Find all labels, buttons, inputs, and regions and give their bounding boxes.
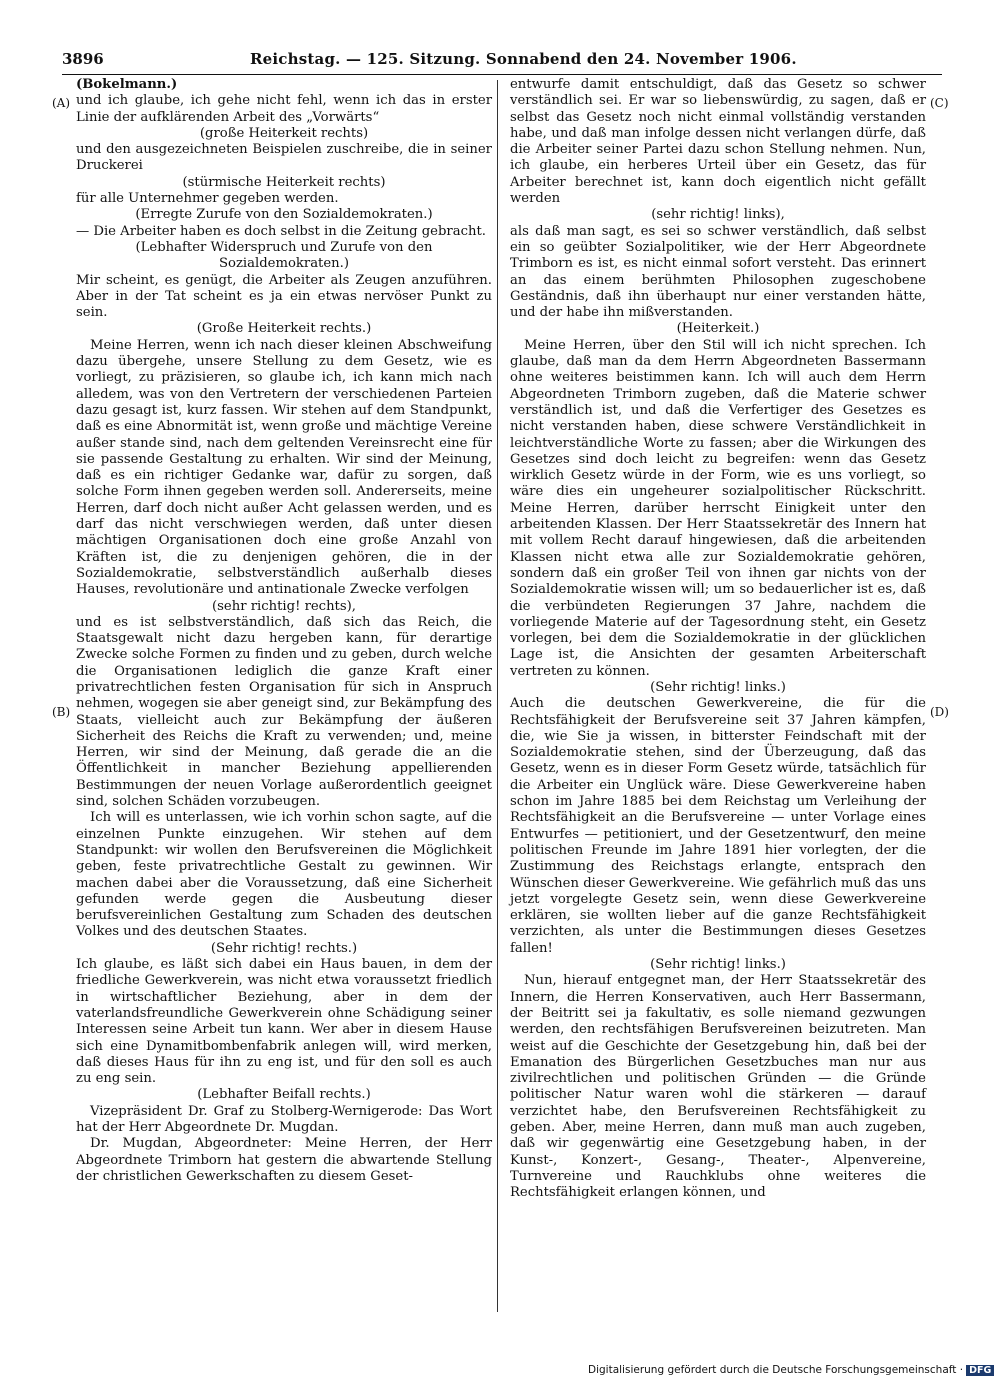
speaker-name: (Bokelmann.) <box>76 77 178 92</box>
interjection: (Lebhafter Widerspruch und Zurufe von den Sozialdemokraten.) <box>135 239 433 272</box>
interjection: (Sehr richtig! links.) <box>650 957 786 973</box>
paragraph: Dr. Mugdan, Abgeordneter: Meine Herren, der Herr Abgeordnete Trimborn hat gestern die abwartende Stellung der christlichen Gewerkschaften zu diesem Geset- <box>76 1136 492 1184</box>
paragraph: und den ausgezeichneten Beispielen zuschreibe, die in seiner Druckerei <box>76 142 492 174</box>
paragraph: Ich glaube, es läßt sich dabei ein Haus bauen, in dem der friedliche Gewerkverein, was nicht etwa voraussetzt friedlich in wirtschaftlicher Beziehung, aber in dem der vaterlandsfreundliche Gewerkverein ohne Schädigung seiner Interessen seine Arbeit tun kann. Wer aber in diesem Hause sich eine Dynamitbombenfabrik anlegen will, wird merken, daß dieses Haus für ihn zu eng ist, und für den soll es auch zu eng sein. <box>76 957 492 1087</box>
dfg-logo: DFG <box>966 1365 994 1376</box>
interjection: (Heiterkeit.) <box>676 321 760 337</box>
paragraph: Mir scheint, es genügt, die Arbeiter als Zeugen anzuführen. Aber in der Tat scheint es ja ein etwas nervöser Punkt zu sein. <box>76 272 492 321</box>
interjection: (sehr richtig! rechts), <box>212 598 356 614</box>
paragraph: — Die Arbeiter haben es doch selbst in die Zeitung gebracht. <box>76 223 486 239</box>
paragraph: entwurfe damit entschuldigt, daß das Gesetz so schwer verständlich sei. Er war so liebenswürdig, zu sagen, daß er selbst das Gesetz noch nicht einmal vollständig verstanden habe, und daß man infolge dessen nicht verlangen dürfe, daß die Arbeiter seiner Partei dazu schon Stellung nehmen. Nun, ich glaube, ein herberes Urteil über ein Gesetz, das für Arbeiter berechnet ist, kann doch eigentlich nicht gefällt werden <box>510 77 926 207</box>
margin-marker-c: (C) <box>930 96 949 110</box>
interjection: (Sehr richtig! rechts.) <box>210 940 358 956</box>
paragraph: Meine Herren, wenn ich nach dieser kleinen Abschweifung dazu übergehe, unsere Stellung zu dem Gesetz, wie es vorliegt, zu präzisieren, so glaube ich, ich kann mich nach alledem, was von den Vertretern der verschiedenen Parteien dazu gesagt ist, kurz fassen. Wir stehen auf dem Standpunkt, daß es eine Abnormität ist, wenn große und mächtige Vereine außer stande sind, nach dem geltenden Vereinsrecht eine für sie passende Gestaltung zu erhalten. Wir sind der Meinung, daß es ein richtiger Gedanke war, dafür zu sorgen, daß solche Form ihnen gegeben werden soll. Andererseits, meine Herren, darf doch nicht außer Acht gelassen werden, und es darf das nicht verschwiegen werden, daß unter diesen mächtigen Organisationen doch eine große Anzahl von Kräften ist, die zu denjenigen gehören, die in der Sozialdemokratie, selbstverständlich außerhalb dieses Hauses, revolutionäre und antinationale Zwecke verfolgen <box>76 337 492 598</box>
margin-marker-d: (D) <box>930 705 949 719</box>
paragraph: Meine Herren, über den Stil will ich nicht sprechen. Ich glaube, daß man da dem Herrn Abgeordneten Bassermann ohne weiteres beistimmen kann. Ich will auch dem Herrn Abgeordneten Trimborn zugeben, daß die Materie schwer verständlich ist, und daß die Verfertiger des Gesetzes es nicht verstanden haben, diese schwere Verständlichkeit in leichtverständliche Worte zu fassen; aber die Wirkungen des Gesetzes sind doch leicht zu begreifen: wenn das Gesetz wirklich Gesetz würde in der Form, wie es uns vorliegt, so wäre dies ein ungeheurer sozialpolitischer Rückschritt. Meine Herren, darüber herrscht Einigkeit unter den arbeitenden Klassen. Der Herr Staatssekretär des Innern hat mit vollem Recht darauf hingewiesen, daß die arbeitenden Klassen nicht etwa alle zur Sozialdemokratie gehören, sondern daß ein großer Teil von ihnen gar nichts von der Sozialdemokratie wissen will; um so bedauerlicher ist es, daß die verbündeten Regierungen 37 Jahre, nachdem die vorliegende Materie auf der Tagesordnung steht, ein Gesetz vorlegen, bei dem die Sozialdemokratie in der glücklichen Lage ist, die Ansichten der gesamten Arbeiterschaft vertreten zu können. <box>510 337 926 679</box>
paragraph: Nun, hierauf entgegnet man, der Herr Staatssekretär des Innern, die Herren Konservativen, auch Herr Bassermann, der Beitritt sei ja fakultativ, es solle niemand gezwungen werden, den rechtsfähigen Berufsvereinen beizutreten. Man weist auf die Geschichte der Gesetzgebung hin, daß bei der Emanation des Bürgerlichen Gesetzbuches man nur aus zivilrechtlichen und politischen Gründen — die Gründe politischer Natur waren wohl die stärkeren — darauf verzichtet habe, den Berufsvereinen Rechtsfähigkeit zu geben. Aber, meine Herren, dann muß man auch zugeben, daß wir gegenwärtig eine Gesetzgebung haben, in der Kunst-, Konzert-, Gesang-, Theater-, Alpenvereine, Turnvereine und Rauchklubs ohne weiteres die Rechtsfähigkeit erlangen können, und <box>510 973 926 1201</box>
margin-marker-a: (A) <box>52 96 71 110</box>
paragraph: als daß man sagt, es sei so schwer verständlich, daß selbst ein so geübter Sozialpolitiker, wie der Herr Abgeordnete Trimborn es ist, es nicht einmal sofort versteht. Das erinnert an das einem berühmten Philosophen zugeschobene Geständnis, daß ihn überhaupt nur einer verstanden hätte, und der habe ihn mißverstanden. <box>510 223 926 321</box>
footer-credit <box>588 1364 994 1376</box>
column-divider <box>497 80 498 1312</box>
margin-marker-b: (B) <box>52 705 71 719</box>
footer-text: Digitalisierung gefördert durch die Deutsche Forschungsgemeinschaft · <box>588 1364 964 1376</box>
page-header <box>62 50 942 75</box>
interjection: (Große Heiterkeit rechts.) <box>196 321 372 337</box>
paragraph: und ich glaube, ich gehe nicht fehl, wenn ich das in erster Linie der aufklärenden Arbeit des „Vorwärts“ <box>76 93 492 125</box>
right-column <box>510 77 926 1201</box>
paragraph: Auch die deutschen Gewerkvereine, die für die Rechtsfähigkeit der Berufsvereine seit 37 Jahren kämpfen, die, wie Sie ja wissen, in bitterster Feindschaft mit der Sozialdemokratie stehen, sind der Überzeugung, daß das Gesetz, wenn es in dieser Form Gesetz würde, tatsächlich für die Arbeiter ein Unglück wäre. Diese Gewerkvereine haben schon im Jahre 1885 bei dem Reichstag um Verleihung der Rechtsfähigkeit an die Berufsvereine — unter Vorlage eines Entwurfes — petitioniert, und der Gesetzentwurf, den meine politischen Freunde im Jahre 1891 hier vorlegten, der die Zustimmung des Reichstags erlangte, entsprach den Wünschen dieser Gewerkvereine. Wie gefährlich muß das uns jetzt vorgelegte Gesetz sein, wenn diese Gewerkvereine erklären, sie wollten lieber auf die ganze Rechtsfähigkeit verzichten, als unter die Bestimmungen dieses Gesetzes fallen! <box>510 696 926 956</box>
left-column <box>76 77 492 1185</box>
interjection: (Lebhafter Beifall rechts.) <box>197 1087 371 1103</box>
running-title: Reichstag. — 125. Sitzung. Sonnabend den 24. November 1906. <box>250 50 797 68</box>
paragraph: und es ist selbstverständlich, daß sich das Reich, die Staatsgewalt nicht dazu hergeben kann, für derartige Zwecke solche Formen zu finden und zu geben, durch welche die Organisationen lediglich die ganze Kraft einer privatrechtlichen festen Organisation für sich in Anspruch nehmen, wogegen sie aber geneigt sind, zur Bekämpfung des Staats, vielleicht auch zur Bekämpfung der äußeren Sicherheit des Reichs die Kraft zu verwenden; und, meine Herren, wir sind der Meinung, daß gerade die an die Öffentlichkeit in mancher Beziehung appellierenden Bestimmungen der neuen Vorlage außerordentlich geeignet sind, solchen Schäden vorzubeugen. <box>76 614 492 810</box>
page-number: 3896 <box>62 50 104 68</box>
paragraph: für alle Unternehmer gegeben werden. <box>76 191 339 207</box>
interjection: (sehr richtig! links), <box>651 207 785 223</box>
paragraph: Ich will es unterlassen, wie ich vorhin schon sagte, auf die einzelnen Punkte einzugehen. Wir stehen auf dem Standpunkt: wir wollen den Berufsvereinen die Möglichkeit geben, feste privatrechtliche Gestalt zu gewinnen. Wir machen dabei aber die Voraussetzung, daß eine Sicherheit gefunden werde gegen die Ausbeutung dieser berufsvereinlichen Gestaltung zum Schaden des deutschen Volkes und des deutschen Staates. <box>76 810 492 940</box>
interjection: (Erregte Zurufe von den Sozialdemokraten.) <box>135 207 433 223</box>
interjection: (stürmische Heiterkeit rechts) <box>182 174 386 190</box>
paragraph: Vizepräsident Dr. Graf zu Stolberg-Wernigerode: Das Wort hat der Herr Abgeordnete Dr. Mugdan. <box>76 1103 492 1135</box>
interjection: (Sehr richtig! links.) <box>650 679 786 695</box>
interjection: (große Heiterkeit rechts) <box>199 125 369 141</box>
